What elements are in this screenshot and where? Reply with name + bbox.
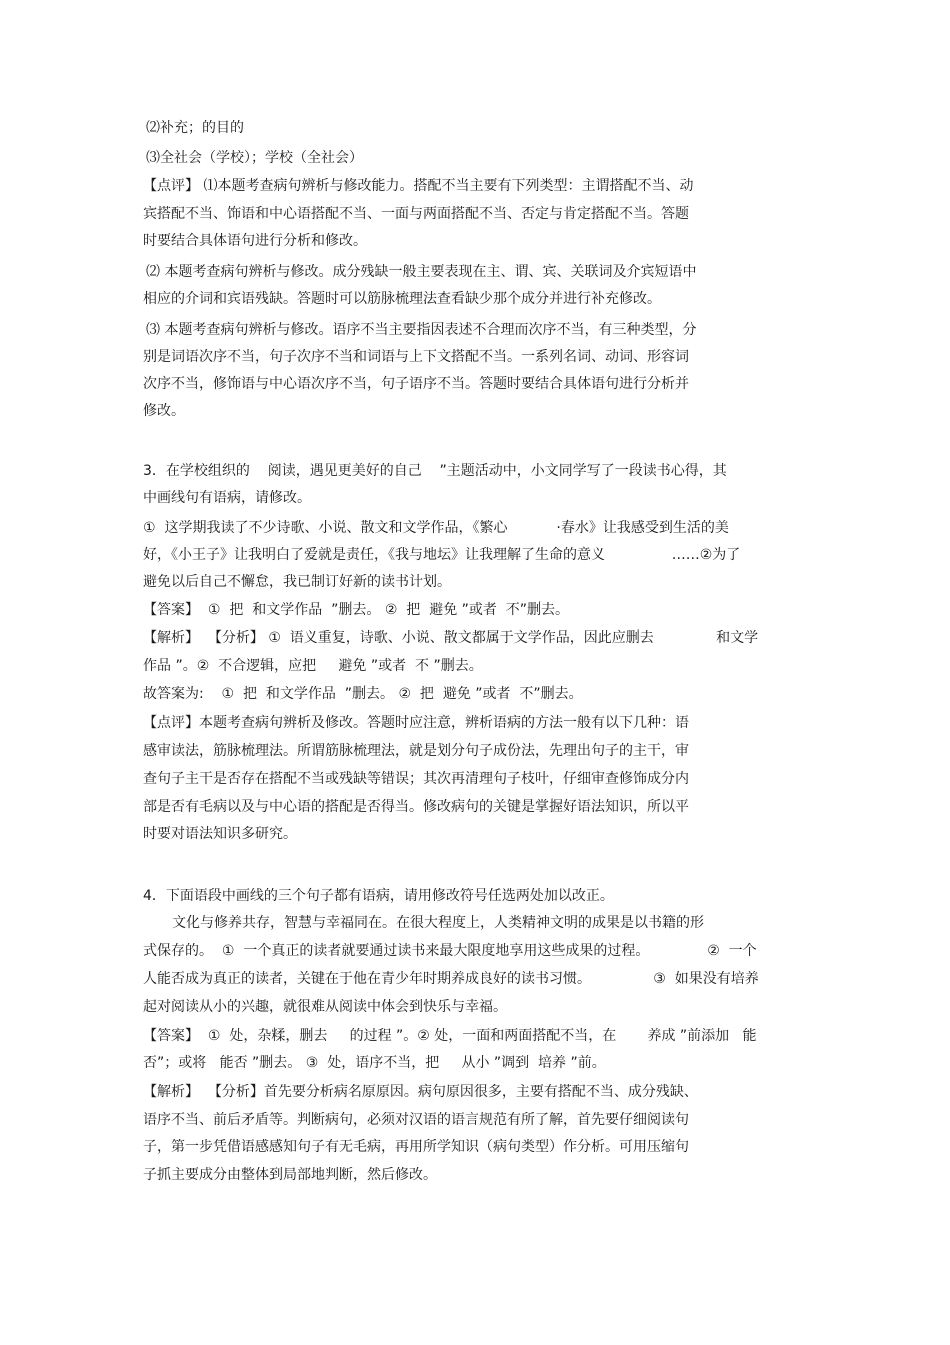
- answer-line: 【答案】 ① 处，杂糅，删去 的过程 ”。② 处，一面和两面搭配不当，在 养成 ”前添加 能: [143, 1028, 757, 1044]
- text-line: 宾搭配不当、饰语和中心语搭配不当、一面与两面搭配不当、否定与肯定搭配不当。答题: [143, 206, 689, 222]
- analysis-line: 【解析】 【分析】首先要分析病名原原因。病句原因很多，主要有搭配不当、成分残缺、: [143, 1084, 698, 1100]
- text-line: 感审读法，筋脉梳理法。所谓筋脉梳理法，就是划分句子成份法，先理出句子的主干，审: [143, 743, 689, 759]
- text-line: ⑵补充；的目的: [146, 120, 244, 136]
- text-line: 子抓主要成分由整体到局部地判断，然后修改。: [143, 1167, 437, 1183]
- text-line: ⑵ 本题考查病句辨析与修改。成分残缺一般主要表现在主、谓、宾、关联词及介宾短语中: [146, 264, 697, 280]
- analysis-line: 【解析】 【分析】 ① 语义重复，诗歌、小说、散文都属于文学作品，因此应删去 和文学: [143, 630, 759, 646]
- text-line: 作品 ”。② 不合逻辑，应把 避免 ”或者 不 ”删去。: [143, 658, 483, 674]
- text-line: 式保存的。 ① 一个真正的读者就要通过读书来最大限度地享用这些成果的过程。 ② 一个: [143, 943, 757, 959]
- text-line: 次序不当，修饰语与中心语次序不当，句子语序不当。答题时要结合具体语句进行分析并: [143, 376, 689, 392]
- text-line: ① 这学期我读了不少诗歌、小说、散文和文学作品，《繁心 ·春水》让我感受到生活的美: [143, 520, 729, 536]
- text-line: 起对阅读从小的兴趣，就很难从阅读中体会到快乐与幸福。: [143, 999, 507, 1015]
- text-line: 否”；或将 能否 ”删去。 ③ 处，语序不当，把 从小 ”调到 培养 ”前。: [143, 1055, 606, 1071]
- text-line: ⑶ 本题考查病句辨析与修改。语序不当主要指因表述不合理而次序不当，有三种类型，分: [146, 322, 697, 338]
- text-line: 修改。: [143, 403, 185, 419]
- text-line: 相应的介词和宾语残缺。答题时可以筋脉梳理法查看缺少那个成分并进行补充修改。: [143, 291, 661, 307]
- text-line: ⑶全社会（学校）；学校（全社会）: [146, 150, 363, 166]
- text-line: 部是否有毛病以及与中心语的搭配是否得当。修改病句的关键是掌握好语法知识，所以平: [143, 799, 689, 815]
- text-line: 时要结合具体语句进行分析和修改。: [143, 233, 367, 249]
- comment-line: 【点评】本题考查病句辨析及修改。答题时应注意，辨析语病的方法一般有以下几种：语: [143, 715, 689, 731]
- question-heading: 4．下面语段中画线的三个句子都有语病，请用修改符号任选两处加以改正。: [143, 888, 614, 904]
- text-line: 子，第一步凭借语感感知句子有无毛病，再用所学知识（病句类型）作分析。可用压缩句: [143, 1139, 689, 1155]
- text-line: 故答案为: ① 把 和文学作品 ”删去。 ② 把 避免 ”或者 不”删去。: [143, 686, 583, 702]
- text-line: 查句子主干是否存在搭配不当或残缺等错误；其次再清理句子枝叶，仔细审查修饰成分内: [143, 771, 689, 787]
- answer-line: 【答案】 ① 把 和文学作品 ”删去。 ② 把 避免 ”或者 不”删去。: [143, 602, 570, 618]
- text-line: 人能否成为真正的读者，关键在于他在青少年时期养成良好的读书习惯。 ③ 如果没有培养: [143, 971, 759, 987]
- text-line: 避免以后自己不懈怠，我已制订好新的读书计划。: [143, 574, 451, 590]
- text-line: 中画线句有语病，请修改。: [143, 490, 311, 506]
- text-line: 文化与修养共存，智慧与幸福同在。在很大程度上，人类精神文明的成果是以书籍的形: [172, 915, 704, 931]
- text-line: 时要对语法知识多研究。: [143, 826, 297, 842]
- text-line: 别是词语次序不当，句子次序不当和词语与上下文搭配不当。一系列名词、动词、形容词: [143, 349, 689, 365]
- text-line: 好，《小王子》让我明白了爱就是责任，《我与地坛》让我理解了生命的意义 ……②为了: [143, 547, 741, 563]
- text-line: 【点评】 ⑴本题考查病句辨析与修改能力。搭配不当主要有下列类型：主谓搭配不当、动: [143, 178, 694, 194]
- text-line: 语序不当、前后矛盾等。判断病句，必须对汉语的语言规范有所了解，首先要仔细阅读句: [143, 1112, 689, 1128]
- question-heading: 3．在学校组织的 阅读，遇见更美好的自己 ”主题活动中，小文同学写了一段读书心得，其: [143, 463, 727, 479]
